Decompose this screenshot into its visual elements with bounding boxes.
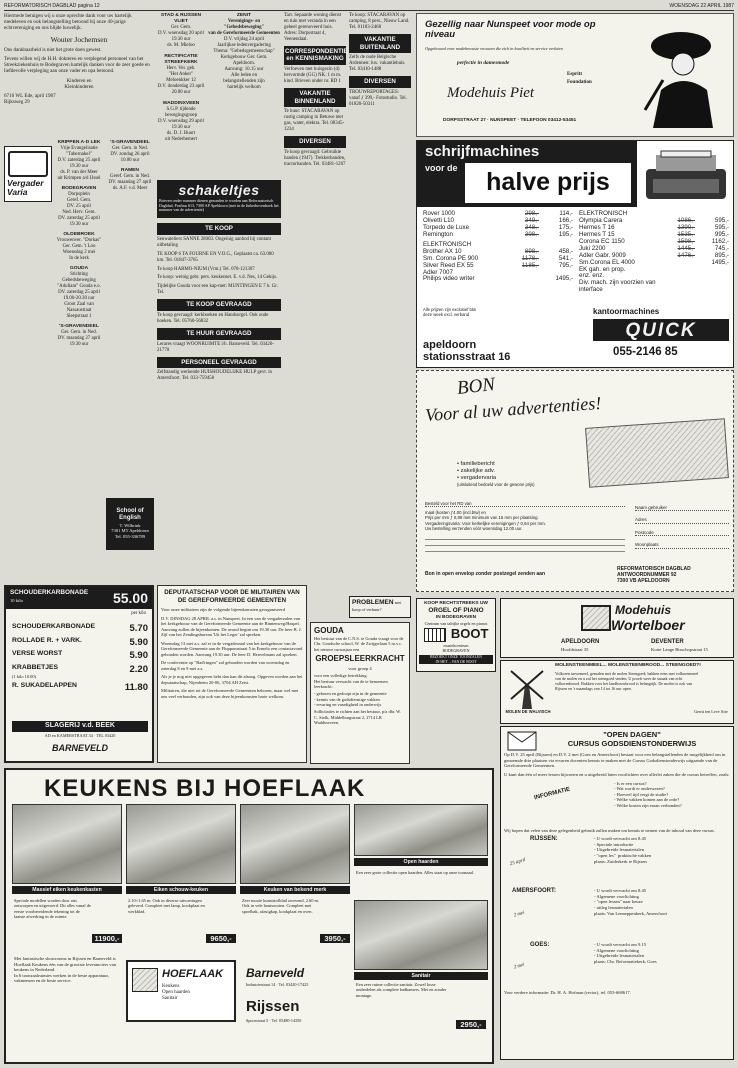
zenit-text: D.V. vrijdag 24 april Jaarlijkse ledenvergadering Thema: "Gebedsgemeenschap" Kerkgebouw Ger. Gem. Apeldoorn. Aanvang: 10.15 uur Alle leden en belangstellenden zijn hartelijk welkom — [213, 36, 275, 90]
fireplace-caption: Open haarden — [354, 858, 488, 866]
header-left: REFORMATORISCH DAGBLAD pagina 12 — [4, 3, 100, 9]
tw-right-row: Adler Gabr. 9009 1476,- 895,- — [579, 251, 729, 259]
bon-opt1: • familiebericht — [457, 461, 495, 467]
item-3-t: Ger. Gem. in Ned. DV. maandag 27 april 19.30 uur — [57, 329, 101, 347]
zenit-sub: Verenigings- en "Gebedsbeweging" van de Gereformeerde Gemeenten — [208, 18, 280, 36]
zenit-notice — [208, 13, 280, 178]
bon-fields — [635, 505, 729, 549]
fireplace-photo — [354, 804, 488, 856]
section-personeel: PERSONEEL GEVRAAGD — [157, 357, 281, 369]
gouda-title: GOUDA — [314, 626, 344, 635]
vergader-col-a — [54, 140, 104, 576]
vergader-logo — [4, 146, 52, 202]
kitchen-photo-2 — [126, 804, 236, 884]
nunspeet-logo: Modehuis Piet — [447, 85, 535, 101]
open-dagen-title: "OPEN DAGEN" — [603, 730, 661, 739]
c6-items-c: TROUWREPORTAGES: vanaf ƒ 399,- Fotostudio. Tel. 01820-50311 — [349, 89, 407, 107]
kitchen-text-1: Speciale modellen worden door ons ontworpen en uitgevoerd. Dit alles vanaf de eerste voorbereidende tekening tot de laatste afwerking in de ruimte. — [14, 898, 91, 920]
goes-info: - U wordt verwacht om 9.15 - Algemene voorlichting - Uitgebreide lesmaterialen plaats: Chr. Reformatiekerk, Goes — [594, 942, 657, 964]
tw-left-row: Olivetti L10 349,- 166,- — [423, 216, 573, 224]
bon-footer: Bon in open envelop zonder postzegel zenden aan — [425, 571, 546, 577]
item-2-h: GOUDA — [69, 265, 89, 271]
c5-items-b: Verfoeven met huisgezin (d) hervormde (GG) NK. 1 m m. kind. Brieven onder nr. RD 1 — [284, 67, 342, 85]
hoeflaak-ad — [4, 768, 494, 1064]
thanks-sig1: Kinderen en — [66, 77, 92, 84]
c6-items-a: Te koop: STACARAVAN op camping, 8 pers., Nieuw Land. Tel. 01183-2468 — [349, 13, 410, 30]
listing-4: Tijdelijke Gouda voor een kap-met: MUNTINGEN E 7 b. Gr. Tel. — [157, 284, 278, 296]
item-3-h: 'S-GRAVENDEEL — [59, 323, 99, 329]
quick-apeldoorn: apeldoorn — [423, 339, 477, 351]
wortelboer-ad — [500, 598, 734, 658]
butcher-ad — [4, 585, 154, 763]
tw-right-row: Olympia Carera 1086,- 595,- — [579, 216, 729, 224]
nunspeet-title: Gezellig naar Nunspeet voor mode op niveau — [425, 19, 596, 41]
bon-line1: Besteld voor het RD van — [425, 501, 625, 507]
listing-5: Te koop gevraagd: kerkboeken en Handsorgel. Ook oude boeken. Tel. 05760-56832 — [157, 313, 269, 324]
c3-sub2: STREEFKERK — [164, 59, 198, 65]
tw-left-row: Brother AX 10 898,- 458,- — [423, 247, 573, 255]
deputaat-p4: Als je je nog niet opgegeven hebt dan kan dit alsnog. Opgeven worden aan het deputaatschap, Nijenheim 20-06, 3704 AH Zeist. — [161, 674, 303, 685]
schakeltjes-intro: Brieven onder nummer dienen gezonden te worden aan Reformatorisch Dagblad, Postbus 613, 7300 AP Apeldoorn (met in de linkerbovenhoek het nummer van de advertentie) — [159, 198, 279, 213]
fireplace-text: Een zeer grote collectie open haarden. Alles staat op onze toonzaal. — [356, 870, 475, 875]
header-right: WOENSDAG 22 APRIL 1987 — [669, 3, 734, 9]
c3-t2: Herv. Ver. geh. "Het Anker" Meloenkker 12 D.V. donderdag 23 april 20.00 uur — [157, 65, 205, 95]
listing-1: TE KOOP 6 TA FOURNE EN V.O.G., Geplaatst ca. 63.000 km. Tel. 01847-3765 — [157, 251, 274, 263]
rijssen-date: 25 april — [509, 858, 527, 868]
kitchen-caption-1: Massief eiken keukenkasten — [12, 886, 122, 894]
tw-right-row: Sm.Corona EL 4000 1495,- — [579, 258, 729, 266]
bathroom-photo — [354, 900, 488, 970]
c5-items-c: Te huur: STACARAVAN op rustig camping in Betuwe met gas, water, elektra. Tel. 08345-1234 — [284, 109, 345, 133]
nunspeet-line2: perfectie in damesmode — [457, 60, 510, 66]
bon-field-city[interactable]: Woonplaats — [635, 542, 729, 548]
butcher-title: SCHOUDERKARBONADE — [10, 589, 89, 596]
bon-opt3: • vergadervaria — [457, 475, 497, 482]
rijssen-title: Rijssen — [246, 998, 300, 1015]
windmill-icon — [505, 665, 549, 709]
kippen-title: KRIPPEN A-D LEK — [57, 140, 101, 145]
item-1-t: Vrouwenver. "Dorkas" Ger. Gem. 't Loo Woensdag 2 mei In de kerk — [56, 237, 102, 261]
c6-items-b: Zelfs de oude Belgische Ardennen: lux. vakantiehuis. Tel. 03410-1488 — [349, 55, 406, 73]
thanks-p4: Tevens willen wij de H.H. dokteren en verplegend personeel van het Streekziekenhuis te Bodegraven hartelijk danken voor de zeer goede en liefdevolle verpleging aan onze vader en opa betoond. — [4, 55, 150, 75]
item-0-t: Dorpsplein Geref. Gem. DV. 25 april Ned. Herv. Gem. DV. zaterdag 25 april 19.30 uur — [58, 191, 100, 227]
c3-title1: STAD & RIJSSEN VLIET — [160, 13, 202, 24]
typewriter-title2: voor de — [425, 163, 458, 173]
deputaat-p1: D.V. DINSDAG 28 APRIL a.s. in Nunspeet. In een van de vergaderzalen van het kerkgebouw van de Gereformeerde Gemeente aan de Binnenweg/Haspel. Aanvang zullen de bijeenkomen. De avond begint om 19.30 uur. De heer B. J. Zijl van het Zendingsbureau 'Uit het Leger' zal spreken. — [161, 615, 302, 638]
gouda-p4: - geboren en gedoopt zijn in de gemeente - kennis van de godsdienstige vakken - ervaring en vaardigheid in onderwijs — [314, 691, 387, 708]
goes-date: 2 mei — [513, 962, 526, 971]
butcher-city: BARNEVELD — [51, 743, 108, 753]
kippen-sub: Vrije Evangelisatie "Tabernakel" — [60, 145, 98, 157]
barneveld-title: Barneveld — [246, 966, 305, 980]
tw-right-row: Juki 2200 1445,- 745,- — [579, 244, 729, 252]
notices-column-3 — [157, 13, 205, 178]
bon-line4: Vergaderingsvaria: Voor kerkelijke verenigingen ƒ 0,64 per mm. — [425, 520, 546, 526]
kitchen-text-2: 2.10×1.65 m. Ook in diverse uitvoeringen geleverd. Compleet met lamp, kookplaat en werkblad. — [128, 898, 205, 914]
c5-h1: CORRESPONDENTIE en KENNISMAKING — [284, 46, 346, 65]
gouda-vacancy — [310, 622, 410, 764]
tw-right-row: ELEKTRONISCH — [579, 210, 628, 217]
tw-left-row: ELEKTRONISCH — [423, 240, 472, 248]
bon-line2: maal (kosten ƒ4.00 (incl.btw) en — [425, 510, 486, 516]
butcher-big-price: 55.00 — [112, 590, 148, 606]
c3-title2: RECTIFICATIE — [164, 53, 198, 59]
piano-icon — [424, 628, 446, 642]
molen-title: MOLENSTEENMEEL... MOLENSTEENBROOD... STEENGOED?! — [555, 663, 701, 668]
section-te-koop-gevraagd: TE KOOP GEVRAAGD — [157, 299, 281, 311]
c5-h3: DIVERSEN — [284, 136, 346, 148]
organ-t1: KOOP RECHTSTREEKS UW — [424, 601, 488, 606]
butcher-row: VERSE WORST 5.90 — [12, 650, 148, 662]
vergader-col-b — [106, 140, 154, 440]
kippen-text: D.V. zaterdag 25 april 19.30 uur ds. P. van der Meer uit Krimpen a/d IJssel — [57, 157, 101, 181]
hoeflaak-title: KEUKENS BIJ HOEFLAAK — [44, 775, 366, 802]
gouda-banner: GROEPSLEERKRACHT — [315, 653, 405, 663]
kitchen-price-1: 11900,- — [92, 934, 122, 943]
wortelboer-logo1: Modehuis — [615, 603, 671, 617]
section-te-huur-gevraagd: TE HUUR GEVRAAGD — [157, 328, 281, 340]
typewriter-banner: halve prijs — [465, 163, 631, 203]
c6-h2: DIVERSEN — [349, 76, 411, 88]
nunspeet-line4: Foundation — [567, 80, 592, 85]
butcher-shop-sub: AD en KAMERSTRAAT 34 · TEL 03420 — [44, 733, 116, 738]
boot-sub: muziekcentrum BODEGRAVEN — [442, 643, 470, 654]
schakeltjes-banner — [157, 180, 281, 218]
listing-3: Te koop: weinig gebr. pers. keukenset. E. v.d. Nes, 14 Gekijs. — [157, 275, 278, 281]
open-dagen-rijssen — [504, 836, 730, 888]
item-4-h: 'S-GRAVENDEEL — [110, 140, 150, 145]
organ-t3: IN BODEGRAVEN — [435, 614, 477, 620]
tw-left-row: Philips video writer 1495,- — [423, 275, 573, 283]
butcher-list — [12, 621, 148, 695]
thanks-addr: Rijksweg 29 — [4, 99, 30, 106]
bon-opt2: • zakelijke adv. — [457, 468, 496, 475]
item-0-h: BODEGRAVEN — [61, 185, 97, 191]
bon-line3: Prijs per mm ƒ 0,89 met minimum van 15 mm per plaatsing. — [425, 515, 539, 521]
butcher-qty: 10 kilo — [10, 598, 23, 603]
wortelboer-mark — [581, 605, 611, 631]
gouda-p2: voor een volledige betrekking. — [314, 673, 368, 679]
bathroom-price: 2950,- — [456, 1020, 486, 1029]
vergader-logo-title: Vergader Varia — [7, 178, 44, 197]
c3-sub1: Ger. Gem. — [170, 24, 192, 30]
bon-write-lines[interactable] — [425, 534, 625, 552]
classifieds-column-5 — [284, 13, 346, 583]
bon-opt4: (uitsluitend bedoeld voor de gewone prijs) — [457, 482, 535, 488]
wortelboer-apel-addr: Hoofdstraat 35 — [561, 647, 589, 652]
amersfoort-date: 2 mei — [513, 910, 526, 919]
bon-field-name[interactable]: Naam gebruiker — [635, 505, 729, 511]
c3-sub3: S.G.P. tijdende bewegingsgroep — [164, 106, 198, 118]
butcher-row: KRABBETJES 2.20 — [12, 663, 148, 675]
organ-piano-ad — [416, 598, 496, 672]
bon-envelope-graphic — [585, 418, 729, 488]
tw-right-row: Hermes T 16 1390,- 595,- — [579, 223, 729, 231]
rijssen-info: - U wordt verwacht om 8.45 - Speciale introductie - Uitgebreide lesmaterialen - "open les" praktische vakken plaats: Zuiderkerk te Rijssen — [594, 836, 652, 864]
open-dagen-p1: Op D.V. 25 april (Rijssen) en D.V. 2 mei (Goes en Amersfoort) bestaat voor een belangstellenden de mogelijkheid om in genoemde drie plaatsen via ervaren docenten kennis te maken met de Cursus Godsdienstonderwijs uitgaande van de Gereformeerde Gemeenten. — [504, 752, 726, 769]
open-dagen-p2: U kunt dan één of meer lessen bijwonen en u uitgebreid laten voorlichten over allerlei zaken die de cursus betreffen, zoals: — [504, 772, 730, 778]
thanks-p1: Hiermede betuigen wij u onze oprechte dank voor uw hartelijk medeleven en ook belangstelling betoond bij onze 40-jarige echtvereniging en ons blijde huwelijk. — [4, 13, 132, 32]
thanks-place: 6716 WL Ede, april 1987 — [4, 92, 56, 99]
school-sub: T. Wilbrink — [119, 522, 141, 528]
kitchen-caption-3: Keuken van bekend merk — [240, 886, 350, 894]
bathroom-caption: Sanitair — [354, 972, 488, 980]
amersfoort-place: AMERSFOORT: — [512, 888, 556, 895]
thanks-name: Wouter Jochemsen — [50, 34, 108, 44]
page-header — [4, 2, 734, 11]
deputaat-p3: De conferentie op "Bad'ringen" zal gehouden worden van woensdag en zaterdag 8 en 9 mei a.s. — [161, 660, 290, 671]
molen-sig: Gerrit ten Leve Arie — [694, 709, 728, 714]
open-dagen-goes — [504, 942, 730, 986]
tw-right-row: Div. mach. zijn voorzien van interface — [579, 279, 656, 294]
deputaatschap-notice — [157, 585, 307, 763]
deputaat-sub: Voor onze militairen zijn de volgende bijeenkomsten georganiseerd — [161, 607, 285, 613]
wortelboer-dev-addr: Korte Lange Bisschopstraat 15 — [651, 647, 708, 652]
gouda-p3: Het bestuur verwacht van de te benoemen leerkracht: — [314, 678, 388, 689]
open-dagen-footer: Voor verdere informatie: Dr. H. A. Hofman (rector), tel. 055-668617. — [504, 990, 631, 996]
vergader-varia-column — [4, 140, 154, 582]
hoeflaak-logo-sub: Keukens Open haarden Sanitair — [162, 984, 190, 1002]
tw-left-row: Silver Reed EX 55 1185,- 795,- — [423, 261, 573, 269]
quick-phone: 055-2146 85 — [613, 346, 678, 358]
item-4-t: Ger. Gem. in Ned. DV. zondag 26 april 10.00 uur — [110, 145, 150, 163]
butcher-per-kilo: per kilo — [131, 611, 146, 616]
kitchen-caption-2: Eiken schouw-keuken — [126, 886, 236, 894]
deputaat-p5: Militairen, die niet tot de Gereformeerde Gemeenten behoren, maar wel met ons veel verbonden, zijn ook van deze bijeenkomsten harte welkom. — [161, 688, 299, 699]
typewriter-table-right — [579, 211, 729, 294]
kitchen-photo-3 — [240, 804, 350, 884]
molen-logo: MOLEN DE WALVISCH — [505, 709, 551, 714]
c3-title3: WADDINXVEEN — [162, 100, 200, 106]
c6-h1: VAKANTIE BUITENLAND — [349, 34, 411, 53]
goes-place: GOES: — [530, 942, 550, 949]
bathroom-text: Een zeer ruime collectie sanitair. Zowel losse onderdelen als complete badkamers. Met en zonder montage. — [356, 982, 447, 998]
bon-field-postcode[interactable]: Postcode — [635, 530, 729, 536]
open-dagen-sub: CURSUS GODSDIENSTONDERWIJS — [567, 739, 697, 749]
listing-7: Zelfstandig werkende HUISHOUDELIJKE HULP gevr. in Amersfoort. Tel. 033-759450 — [157, 370, 272, 382]
kitchen-text-3: Zeer mooie kunststofblad zwevend, 2.60 m. Ook in vele houtsoorten. Compleet met spoelbak, afzuigkap, kookplaat en oven. — [242, 898, 320, 914]
barneveld-addr: Industriestraat 14 · Tel. 03420-17425 — [246, 982, 309, 987]
tw-left-row: Torpedo de Luxe 348,- 175,- — [423, 223, 573, 231]
tw-left-row: Sm. Corona PE 900 1178,- 541,- — [423, 254, 573, 262]
problemen-banner — [349, 596, 411, 618]
listing-6: Lerares vraagt WOONRUIMTE i/h. Barneveld. Tel. 03420-21770 — [157, 341, 274, 353]
open-dagen-amersfoort — [504, 888, 730, 942]
wortelboer-dev: DEVENTER — [651, 639, 684, 645]
typewriter-illustration — [641, 145, 731, 205]
typewriter-header — [417, 141, 637, 207]
school-addr: 7301 MT Apeldoorn — [111, 528, 149, 534]
fashion-woman-illustration — [633, 20, 723, 130]
hoeflaak-bottom-text: Met fantastische showrooms in Rijssen en Barneveld is Hoeflaak Keukens één van de grootste leveranciers van keukens in Nederland. In 6 toonzaalruimtes werken in de beste apparatuur, vakmensen en de beste service. — [14, 956, 116, 984]
bon-options — [457, 461, 535, 487]
quick-street: stationsstraat 16 — [423, 351, 511, 363]
deputaat-title: DEPUTAATSCHAP VOOR DE MILITAIREN VAN DE GEREFORMEERDE GEMEENTEN — [164, 589, 300, 604]
molen-ad — [500, 660, 734, 724]
problemen-sub: met koop of verhuur? — [352, 600, 402, 612]
butcher-krab-sub: (1 kilo 10.00) — [12, 674, 37, 680]
classifieds-column-6 — [349, 13, 411, 583]
quick-small-print: Alle prijzen zijn exclusief btw deze week excl. verband — [423, 307, 477, 318]
open-dagen-info: INFORMATIE — [533, 786, 571, 802]
tw-right-row: Hermes T 15 1535,- 995,- — [579, 230, 729, 238]
organ-t4: Centrum van talrijke orgels en pianos — [424, 620, 488, 626]
wortelboer-logo2: Wortelboer — [611, 617, 685, 633]
schakeltjes-list — [157, 220, 281, 580]
quick-logo: QUICK — [593, 319, 729, 341]
butcher-row: R. SUKADELAPPEN 11.80 — [12, 681, 148, 693]
bon-line5: Uw bestelling verzenden vóór woensdag 12.00 uur. — [425, 525, 523, 531]
problemen-title: PROBLEMEN — [352, 599, 394, 606]
butcher-row: ROLLADE R. + VARK. 5.90 — [12, 636, 148, 648]
butcher-row: SCHOUDERKARBONADE 5.70 — [12, 623, 148, 634]
thank-you-notice — [4, 13, 154, 153]
envelope-icon — [507, 731, 537, 751]
nunspeet-addr: DORPSSTRAAT 27 · NUNSPEET · TELEFOON 03412-53451 — [443, 118, 577, 123]
open-dagen-p3: Wij hopen dat velen van deze gelegenheid gebruik zullen maken om kennis te nemen van de inhoud van deze cursus. — [504, 827, 715, 833]
tw-right-row: enz. enz. — [579, 272, 605, 280]
section-te-koop: TE KOOP — [157, 223, 281, 235]
rijssen-place: RIJSSEN: — [530, 836, 558, 843]
nunspeet-sub: Opgebouwd voor modebewuste vrouwen die zich in kwaliteit en service verlaten — [425, 46, 563, 51]
typewriter-table-left — [423, 211, 573, 283]
c5-items-a: Tarr. Sepaarde woning dienst en tuin met veranda in een geheel gerenoveerd huis. Adres: Dorpsstraat 4, Veenendaal. — [284, 13, 341, 42]
bon-title1: BON — [455, 374, 496, 399]
rijssen-addr: Spoorstraat 5 · Tel. 05480-14350 — [246, 1018, 302, 1023]
c5-h2: VAKANTIE BINNENLAND — [284, 88, 346, 107]
school-of-english-ad — [106, 498, 154, 550]
bon-form-text — [425, 501, 625, 552]
school-title: School of English — [116, 508, 144, 522]
thanks-sig2: Kleinkinderen — [64, 83, 94, 90]
hoeflaak-logo: HOEFLAAK — [162, 968, 224, 980]
tw-right-row: Corona EC 1150 1598,- 1162,- — [579, 237, 729, 245]
zenit-title: ZENIT — [236, 13, 252, 18]
open-dagen-questions: - Is er een cursus? - Wat wordt er onderwezen? - Hoeveel tijd vergt de studie? - Welke vakken komen aan de orde? - Welke kosten zijn eraan verbonden? — [614, 780, 682, 808]
item-2-t: Stichting Gebedsbeweging "Adullam" Gouda e.o. DV. zaterdag 25 april 19.00-20.30 uur Groot Zaal van Nassaustraat Sleepstraat 1 — [57, 271, 101, 319]
deputaat-p2: Woensdag 13 mei a.s. zal er in de vergaderzaal van het kerkgebouw van de Gereformeerde Gemeente aan de Fluppomstraat 5 in Ermelo een contactavond gehouden worden. Aanvang 19.30 uur. De heer D. Heuvelmans zal spreken. — [161, 640, 303, 657]
gouda-banner-sub: voor groep 4 — [348, 665, 372, 671]
organ-t2: ORGEL OF PIANO — [428, 606, 484, 614]
hoeflaak-logo-box — [126, 960, 236, 1022]
bon-title2: Voor al uw advertenties! — [424, 392, 602, 426]
item-1-h: OLDEBROEK — [63, 231, 95, 237]
schakeltjes-title: schakeltjes — [178, 182, 260, 198]
c3-t1: D.V. woensdag 20 april 19.30 uur ds. M. Mieloo — [158, 30, 204, 48]
amersfoort-info: - U wordt verwacht om 8.45 - Algemene voorlichting - "open lessen" naar keuze - uitleg lesmaterialen plaats: Van Lenneppenkerk, Amersfoort — [594, 888, 668, 916]
organ-t5: BEZOEKT ONZE TOONZALEN IN HET ...VAN DE BOOT — [419, 655, 493, 664]
bon-footer-address: REFORMATORISCH DAGBLAD ANTWOORDNUMMER 92 7300 VB APELDOORN — [617, 566, 691, 585]
tw-right-row: EK gah. en prop. — [579, 265, 626, 273]
bon-coupon — [416, 370, 734, 592]
molen-text: Volkoren tarwemeel, gemalen met de molen Steengoed; bakken eens met volkorenmeel van de molen en u zal het steengoed vinden. U proeft weer de smaak van echt volkorenbrood. Bakken voor het landbouwbrood is belangrijk. De molen is ook van Rijssen en 's maandags van 14 tot 16 uur open. — [555, 671, 699, 691]
butcher-top — [6, 587, 152, 609]
boot-logo: BOOT — [450, 625, 489, 641]
kitchen-price-3: 3950,- — [320, 934, 350, 943]
nunspeet-fashion-ad — [416, 13, 734, 137]
tw-left-row: Adler 7007 — [423, 268, 453, 276]
open-dagen-notice — [500, 726, 734, 1060]
kitchen-price-2: 9650,- — [206, 934, 236, 943]
butcher-shop: SLAGERIJ v.d. BEEK — [12, 721, 148, 732]
hoeflaak-house-icon — [132, 968, 158, 992]
tw-left-row: Rover 1000 298,- 114,- — [423, 210, 573, 217]
quick-kantoor: kantoormachines — [593, 307, 660, 316]
tw-left-row: Remington 398,- 195,- — [423, 230, 573, 238]
c3-t3: D.V. woensdag 29 april 19.30 uur ds. D. J. Buurt uit Nederhemert — [158, 118, 204, 142]
item-5-t: Geref. Gem. in Ned. DV. maandag 27 april ds. A.F. v.d. Meer — [108, 173, 152, 191]
thanks-p3: Ons dankbaarheid is niet het grote doen gewest. — [4, 46, 102, 53]
open-dagen-info-row — [504, 781, 730, 825]
nunspeet-line3: Espritt — [567, 72, 582, 77]
bon-field-address[interactable]: Adres — [635, 517, 729, 523]
typewriter-title1: schrijfmachines — [425, 143, 540, 160]
school-tel: Tel. 055-336789 — [114, 533, 146, 539]
typewriter-ad — [416, 140, 734, 368]
listing-0: Senwateliers SANNE 28003. Ongeïnig aanbod bij contant uitbetaling — [157, 236, 271, 248]
item-5-h: RAMEN — [121, 167, 139, 173]
gouda-p5: Sollicitaties te richten aan het bestuur, p/a dhr. W. C. Stolk, Middelburgstraat 2, 2714 LB Waddinxveen. — [314, 709, 402, 726]
megaphone-icon — [8, 151, 48, 177]
kitchen-photo-1 — [12, 804, 122, 884]
listing-2: Te koop HARMO-NIUM (Vmt.) Tel. 078-121307 — [157, 266, 255, 272]
c5-items-d: Te koop gevraagd: Gebruikte banden (1947). Trekkerbanden, tractorbanden. Tel. 03481-1267 — [284, 149, 346, 167]
wortelboer-apel: APELDOORN — [561, 639, 600, 645]
gouda-p1: Het bestuur van de C.N.S. te Gouda vraagt voor de Chr. Goudsche school, W. de Zwijgerlaan 5 m.v.c. het nieuwe cursusjaar een — [314, 635, 404, 652]
